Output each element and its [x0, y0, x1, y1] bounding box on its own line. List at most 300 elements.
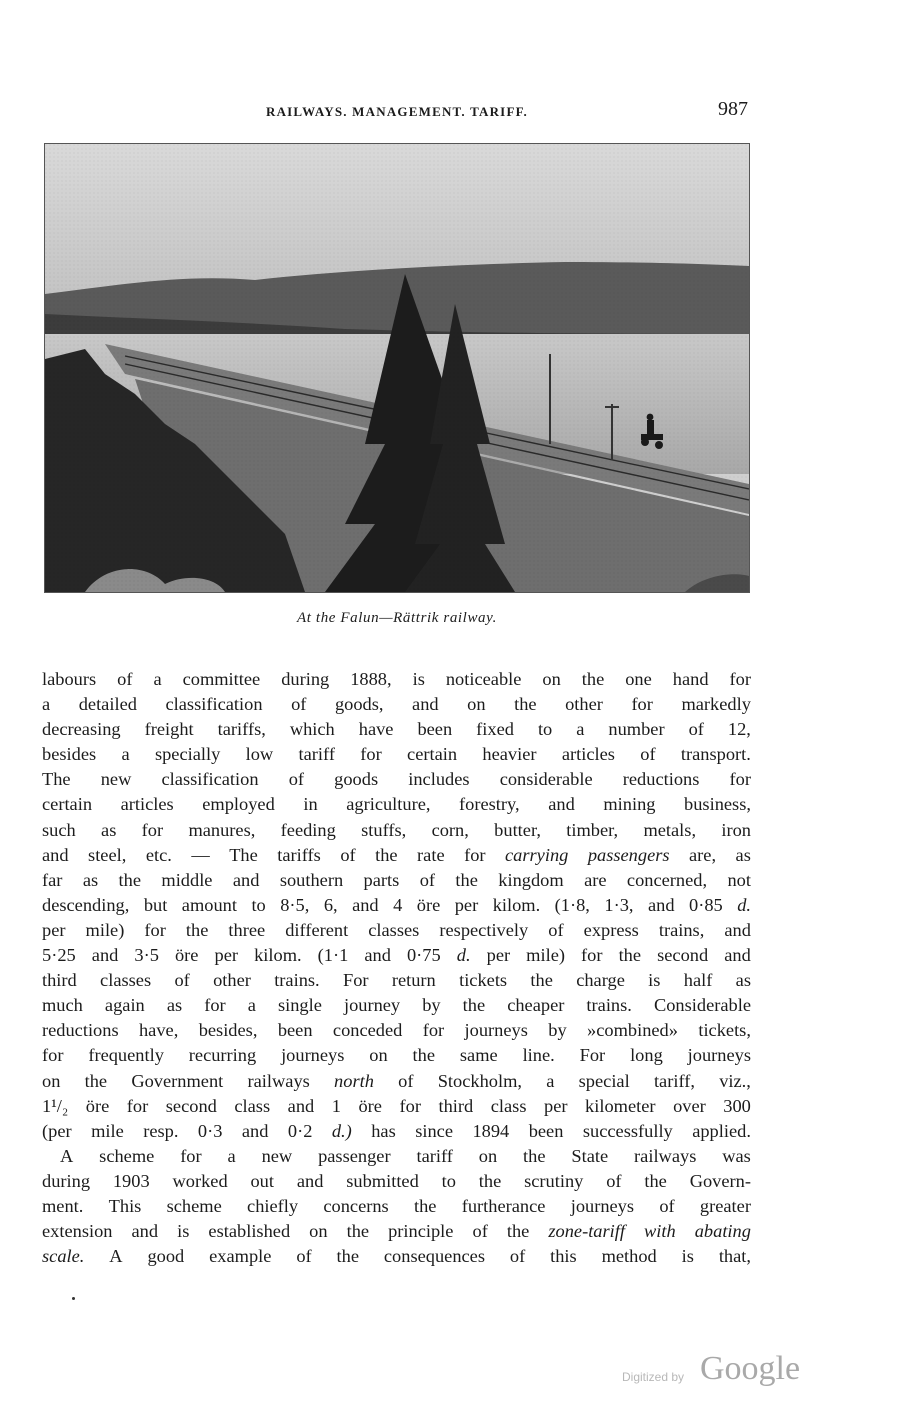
word: a — [546, 1070, 555, 1091]
word: The — [229, 844, 258, 865]
word: For — [342, 970, 369, 991]
word: and — [724, 919, 751, 940]
text-line — [42, 1144, 751, 1169]
word: during — [281, 669, 330, 689]
word: detailed — [78, 694, 137, 715]
word: far — [42, 869, 63, 890]
word: the — [455, 869, 478, 890]
word: and — [352, 894, 379, 915]
word: the — [413, 1195, 437, 1216]
word: the — [506, 1221, 530, 1242]
word: of — [174, 970, 190, 991]
word: as — [82, 869, 99, 890]
word: of — [606, 1170, 622, 1191]
word: express — [583, 919, 639, 940]
word: 12, — [727, 719, 751, 740]
word: new — [100, 769, 132, 790]
word: journeys — [687, 1045, 751, 1066]
word: resp. — [143, 1120, 179, 1141]
word: besides, — [198, 1020, 258, 1041]
word: öre — [416, 894, 441, 915]
word: of — [291, 694, 307, 715]
word: for — [204, 995, 226, 1016]
word: respectively — [439, 919, 529, 940]
word: not — [727, 869, 751, 890]
word: hand — [672, 669, 709, 689]
text-line — [42, 767, 751, 792]
word: class — [234, 1095, 271, 1116]
word: passengers — [587, 844, 670, 865]
word: on — [467, 694, 486, 715]
word: the — [84, 1070, 108, 1091]
word: and — [647, 894, 675, 915]
word: parts — [363, 869, 400, 890]
word: on — [369, 1045, 388, 1066]
text-line — [42, 893, 751, 918]
word: 1888, — [350, 669, 392, 689]
word: half — [683, 970, 713, 991]
word: on — [478, 1145, 498, 1166]
word: committee — [182, 669, 261, 689]
word: etc. — [145, 844, 172, 865]
text-line — [42, 792, 751, 817]
word: return — [391, 970, 436, 991]
word: goods, — [334, 694, 384, 715]
word: on — [542, 669, 561, 689]
word: and — [548, 794, 575, 815]
word: charge — [576, 970, 625, 991]
word: principle — [388, 1221, 454, 1242]
word: 0·85 — [689, 894, 723, 915]
word: forestry, — [459, 794, 520, 815]
word: been — [277, 1020, 313, 1041]
word: by — [548, 1020, 567, 1041]
word: a — [576, 719, 585, 740]
word: is — [648, 970, 661, 991]
word: on — [309, 1221, 328, 1242]
word: such — [42, 819, 76, 840]
word: but — [143, 894, 168, 915]
word: (1·1 — [317, 945, 349, 966]
word: goods — [334, 769, 379, 790]
word: railways — [634, 1145, 697, 1166]
word: 1 — [331, 1095, 341, 1116]
word: agriculture, — [346, 794, 431, 815]
word: trains. — [274, 970, 320, 991]
word: (1·8, — [554, 894, 590, 915]
word: for — [422, 1020, 445, 1041]
word: of — [288, 769, 305, 790]
word: mile — [91, 1120, 124, 1141]
word: heavier — [482, 744, 537, 765]
body-text — [42, 667, 751, 1269]
word: trains. — [586, 995, 632, 1016]
word: are, — [689, 844, 717, 865]
word: during — [42, 1170, 91, 1191]
word: besides — [42, 744, 97, 765]
word: for — [729, 669, 751, 689]
word: d. — [456, 945, 471, 966]
word: mile) — [526, 945, 565, 966]
word: second — [165, 1095, 217, 1116]
word: for — [42, 1045, 64, 1066]
word: freight — [144, 719, 194, 740]
word: certain — [407, 744, 458, 765]
word: as — [166, 995, 183, 1016]
word: kilometer — [585, 1095, 656, 1116]
word: 6, — [323, 894, 338, 915]
word: the — [523, 1145, 546, 1166]
word: line. — [522, 1045, 555, 1066]
word: articles — [120, 794, 174, 815]
word: scheme — [166, 1195, 222, 1216]
word: 5·25 — [42, 945, 76, 966]
word: journeys — [281, 1045, 345, 1066]
word: new — [261, 1145, 293, 1166]
word: and — [91, 945, 119, 966]
word: amount — [181, 894, 237, 915]
word: per — [42, 919, 66, 940]
word: of — [688, 719, 704, 740]
text-line — [42, 1018, 751, 1043]
word: and — [364, 945, 391, 966]
word: concerned, — [626, 869, 708, 890]
word: journeys — [464, 1020, 528, 1041]
word: tariff — [416, 1145, 453, 1166]
word: mining — [603, 794, 656, 815]
word: 4 — [393, 894, 403, 915]
word: 8·5, — [280, 894, 310, 915]
word: markedly — [681, 694, 751, 715]
word: good — [147, 1246, 185, 1267]
word: out — [250, 1170, 274, 1191]
word: low — [245, 744, 274, 765]
word: the — [336, 1246, 359, 1267]
word: reductions — [622, 769, 700, 790]
word: three — [228, 919, 266, 940]
word: and — [296, 1170, 324, 1191]
word: a — [153, 669, 162, 689]
word: a — [247, 995, 256, 1016]
word: 0·75 — [406, 945, 441, 966]
word: worked — [172, 1170, 228, 1191]
word: middle — [161, 869, 213, 890]
word: abating — [694, 1221, 751, 1242]
word: for — [180, 1145, 202, 1166]
text-line — [42, 1069, 751, 1094]
word: scale. — [42, 1246, 85, 1267]
word: corn, — [431, 819, 469, 840]
word: per — [454, 894, 479, 915]
text-line — [42, 717, 751, 742]
word: kilom. — [254, 945, 302, 966]
word: journey — [343, 995, 401, 1016]
text-line — [42, 1119, 751, 1144]
word: kilom. — [492, 894, 541, 915]
word: Stockholm, — [437, 1070, 522, 1091]
word: over — [673, 1095, 706, 1116]
word: other — [565, 694, 603, 715]
word: scrutiny — [524, 1170, 584, 1191]
word: same — [459, 1045, 498, 1066]
word: as — [735, 844, 751, 865]
word: and — [287, 1095, 315, 1116]
word: This — [108, 1195, 142, 1216]
word: Govern- — [689, 1170, 751, 1191]
word: manures, — [188, 819, 256, 840]
word: iron — [721, 819, 751, 840]
word: been — [417, 719, 453, 740]
page-number: 987 — [718, 98, 748, 120]
word: this — [550, 1246, 577, 1267]
word: »combined» — [587, 1020, 678, 1041]
word: öre — [85, 1095, 110, 1116]
word: (per — [42, 1120, 72, 1141]
word: for — [141, 819, 164, 840]
word: 1894 — [472, 1120, 510, 1141]
word: railways — [247, 1070, 310, 1091]
text-line — [42, 1094, 751, 1119]
text-line — [42, 993, 751, 1018]
word: have, — [138, 1020, 179, 1041]
word: ment. — [42, 1195, 84, 1216]
word: is — [412, 669, 425, 689]
word: zone-tariff — [548, 1221, 625, 1242]
word: classification — [165, 694, 263, 715]
word: of — [398, 1070, 414, 1091]
word: for — [631, 694, 653, 715]
word: A — [60, 1145, 74, 1166]
word: per — [486, 945, 511, 966]
word: feeding — [280, 819, 336, 840]
word: metals, — [643, 819, 697, 840]
word: journeys — [570, 1195, 635, 1216]
word: third — [42, 970, 77, 991]
word: and — [131, 1221, 159, 1242]
running-title: RAILWAYS. MANAGEMENT. TARIFF. — [266, 104, 528, 119]
text-line — [42, 868, 751, 893]
word: long — [630, 1045, 663, 1066]
text-line — [42, 692, 751, 717]
word: stuffs, — [361, 819, 407, 840]
word: of — [548, 919, 564, 940]
word: and — [241, 1120, 269, 1141]
word: reductions — [42, 1020, 119, 1041]
text-line — [42, 968, 751, 993]
word: the — [514, 694, 537, 715]
word: much — [42, 995, 83, 1016]
text-line — [42, 818, 751, 843]
text-line — [42, 1043, 751, 1068]
word: on — [42, 1070, 61, 1091]
word: butter, — [494, 819, 541, 840]
word: specially — [154, 744, 221, 765]
word: the — [462, 995, 486, 1016]
word: conceded — [332, 1020, 403, 1041]
word: since — [415, 1120, 453, 1141]
text-line — [42, 918, 751, 943]
word: as — [101, 819, 117, 840]
google-watermark — [620, 1350, 810, 1390]
word: business, — [684, 794, 751, 815]
word: transport. — [680, 744, 751, 765]
text-line — [42, 742, 751, 767]
word: consequences — [383, 1246, 485, 1267]
word: again — [104, 995, 145, 1016]
word: A — [109, 1246, 123, 1267]
word: d. — [737, 894, 751, 915]
word: the — [346, 1221, 370, 1242]
word: submitted — [346, 1170, 419, 1191]
word: the — [644, 1170, 667, 1191]
word: tariff — [298, 744, 335, 765]
word: rate — [417, 844, 445, 865]
word: noticeable — [445, 669, 522, 689]
word: by — [422, 995, 441, 1016]
word: of — [117, 669, 133, 689]
word: the — [618, 945, 642, 966]
word: classes — [368, 919, 420, 940]
word: 1903 — [112, 1170, 150, 1191]
word: successfully — [582, 1120, 673, 1141]
word: considerable — [499, 769, 593, 790]
word: for — [464, 844, 486, 865]
word: 0·2 — [287, 1120, 313, 1141]
word: different — [285, 919, 349, 940]
word: includes — [408, 769, 470, 790]
word: north — [334, 1070, 374, 1091]
word: method — [601, 1246, 657, 1267]
word: per — [214, 945, 239, 966]
word: the — [478, 1170, 502, 1191]
word: recurring — [188, 1045, 257, 1066]
word: concerns — [323, 1195, 389, 1216]
word: a — [121, 744, 130, 765]
word: cheaper — [507, 995, 565, 1016]
word: of — [340, 844, 356, 865]
figure-caption: At the Falun—Rättrik railway. — [297, 610, 497, 626]
word: tariffs — [277, 844, 321, 865]
digitized-by-label: Digitized by — [622, 1370, 685, 1384]
word: Considerable — [653, 995, 751, 1016]
word: for — [581, 945, 603, 966]
word: and — [724, 945, 751, 966]
railway-photograph — [44, 143, 750, 593]
word: have — [358, 719, 394, 740]
word: and — [42, 844, 69, 865]
page-header — [44, 98, 750, 128]
word: passenger — [318, 1145, 391, 1166]
word: single — [277, 995, 322, 1016]
word: which — [289, 719, 335, 740]
word: certain — [42, 794, 93, 815]
word: to — [251, 894, 266, 915]
word: and — [412, 694, 439, 715]
word: tickets, — [698, 1020, 751, 1041]
word: trains, — [658, 919, 705, 940]
word: carrying — [505, 844, 569, 865]
text-line — [42, 1219, 751, 1244]
word: that, — [718, 1246, 751, 1267]
word: The — [42, 769, 71, 790]
word: the — [581, 669, 605, 689]
word: and — [232, 869, 260, 890]
word: of — [296, 1246, 312, 1267]
word: öre — [358, 1095, 382, 1116]
word: scheme — [99, 1145, 155, 1166]
word: timber, — [566, 819, 619, 840]
word: tariff, — [653, 1070, 695, 1091]
word: 0·3 — [197, 1120, 223, 1141]
word: for — [144, 919, 166, 940]
word: chiefly — [247, 1195, 299, 1216]
google-logo: Google — [700, 1350, 801, 1387]
word: to — [441, 1170, 456, 1191]
word: for — [360, 744, 382, 765]
word: classes — [100, 970, 152, 991]
word: established — [208, 1221, 291, 1242]
word: tariffs, — [217, 719, 266, 740]
word: southern — [279, 869, 344, 890]
word: third — [438, 1095, 474, 1116]
word: of — [509, 1246, 526, 1267]
text-line — [42, 1244, 751, 1269]
word: descending, — [42, 894, 130, 915]
word: was — [722, 1145, 751, 1166]
word: the — [375, 844, 398, 865]
word: second — [657, 945, 709, 966]
word: applied. — [692, 1120, 751, 1141]
word: the — [530, 970, 553, 991]
text-line — [42, 843, 751, 868]
stray-ink-dot — [72, 1297, 75, 1300]
word: number — [608, 719, 665, 740]
word: has — [371, 1120, 396, 1141]
text-line — [42, 943, 751, 968]
word: classification — [161, 769, 259, 790]
word: in — [303, 794, 318, 815]
word: viz., — [719, 1070, 751, 1091]
word: the — [118, 869, 141, 890]
word: a — [42, 694, 51, 715]
word: labours — [42, 669, 97, 689]
word: class — [490, 1095, 527, 1116]
word: — — [191, 844, 210, 865]
word: frequently — [88, 1045, 164, 1066]
word: Government — [131, 1070, 224, 1091]
word: State — [571, 1145, 609, 1166]
word: other — [213, 970, 251, 991]
word: d.) — [331, 1120, 352, 1141]
word: are — [584, 869, 607, 890]
word: is — [177, 1221, 190, 1242]
word: the — [185, 919, 209, 940]
text-line — [42, 1194, 751, 1219]
word: 3·5 — [134, 945, 159, 966]
word: to — [537, 719, 553, 740]
word: the — [412, 1045, 436, 1066]
word: For — [579, 1045, 606, 1066]
word: with — [644, 1221, 676, 1242]
word: one — [625, 669, 652, 689]
word: fixed — [476, 719, 514, 740]
word: special — [578, 1070, 630, 1091]
word: employed — [202, 794, 275, 815]
word: a — [227, 1145, 236, 1166]
word: 300 — [723, 1095, 751, 1116]
word: is — [681, 1246, 694, 1267]
text-line — [42, 1169, 751, 1194]
